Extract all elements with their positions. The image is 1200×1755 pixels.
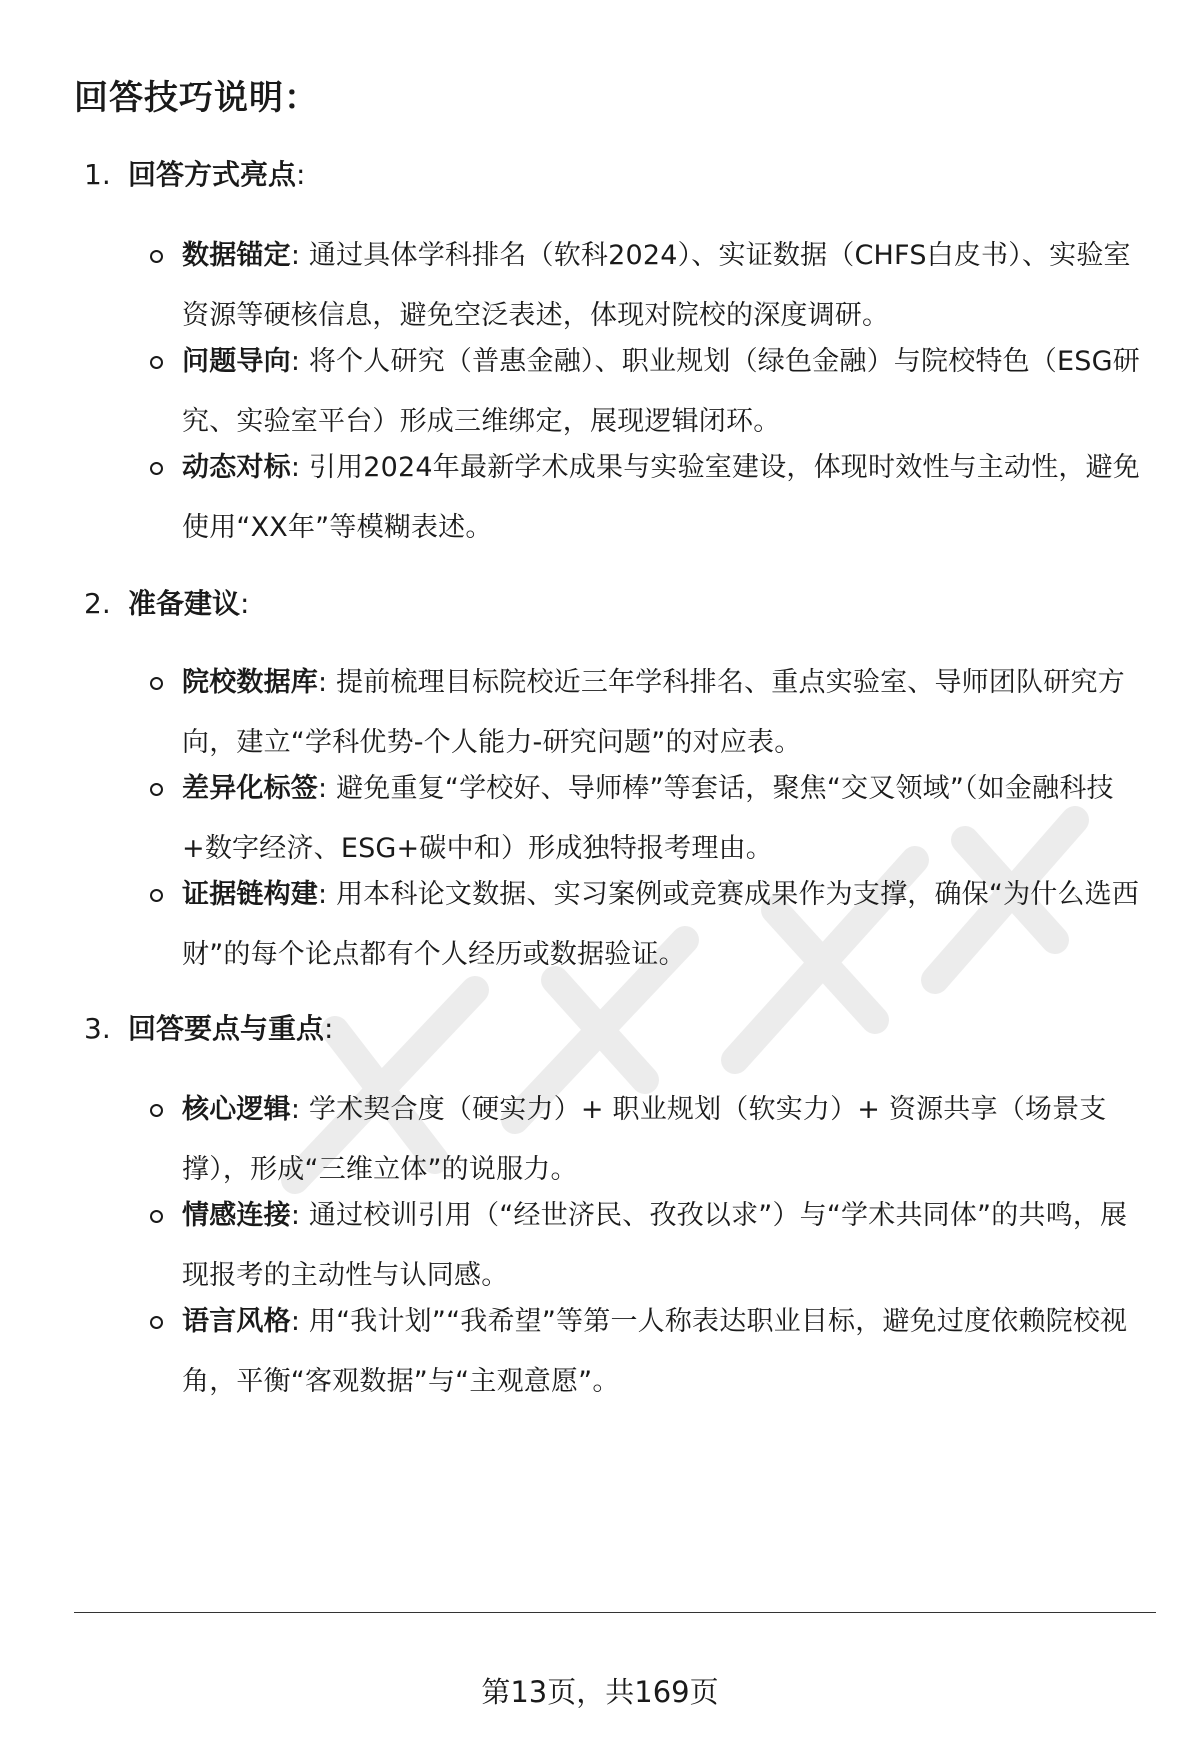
- item-body: 引用2024年最新学术成果与实验室建设，体现时效性与主动性，避免使用“XX年”等模糊表述。: [182, 452, 1141, 543]
- item-body: 用本科论文数据、实习案例或竞赛成果作为支撑，确保“为什么选西财”的每个论点都有个人经历或数据验证。: [182, 879, 1140, 970]
- list-item-text: [182, 1292, 1142, 1412]
- list-item-text: [182, 759, 1142, 879]
- section-title-text: 回答要点与重点: [128, 1012, 325, 1045]
- bullet-icon: [150, 783, 163, 796]
- item-label: 语言风格: [182, 1306, 291, 1337]
- item-label: 动态对标: [182, 452, 291, 483]
- bullet-icon: [150, 889, 163, 902]
- item-body: 提前梳理目标院校近三年学科排名、重点实验室、导师团队研究方向，建立“学科优势-个人能力-研究问题”的对应表。: [182, 667, 1125, 758]
- bullet-icon: [150, 1210, 163, 1223]
- item-body: 学术契合度（硬实力）+ 职业规划（软实力）+ 资源共享（场景支撑），形成“三维立体”的说服力。: [182, 1094, 1107, 1185]
- section-title-colon: :: [296, 158, 306, 191]
- item-body: 将个人研究（普惠金融）、职业规划（绿色金融）与院校特色（ESG研究、实验室平台）形成三维绑定，展现逻辑闭环。: [182, 346, 1140, 437]
- item-colon: :: [318, 773, 328, 804]
- item-colon: :: [290, 346, 301, 377]
- item-body: 避免重复“学校好、导师棒”等套话，聚焦“交叉领域”（如金融科技+数字经济、ESG+碳中和）形成独特报考理由。: [182, 773, 1114, 864]
- item-label: 核心逻辑: [182, 1094, 291, 1125]
- item-colon: :: [290, 1306, 301, 1337]
- section-title-text: 准备建议: [128, 587, 241, 620]
- bullet-icon: [150, 1316, 163, 1329]
- footer-divider: [74, 1612, 1156, 1613]
- section-number: 1.: [84, 158, 111, 191]
- page-number: 第13页，共169页: [481, 1675, 719, 1709]
- list-item-text: [182, 1080, 1142, 1200]
- item-label: 证据链构建: [182, 879, 318, 910]
- item-colon: :: [290, 452, 301, 483]
- section-title: [84, 1009, 333, 1049]
- bullet-icon: [150, 1104, 163, 1117]
- section-title: [84, 584, 249, 624]
- page-heading: 回答技巧说明：: [74, 78, 319, 118]
- section-title-colon: :: [324, 1012, 334, 1045]
- item-label: 数据锚定: [182, 240, 291, 271]
- section-title-text: 回答方式亮点: [128, 158, 297, 191]
- list-item-text: [182, 1186, 1142, 1306]
- item-body: 通过具体学科排名（软科2024）、实证数据（CHFS白皮书）、实验室资源等硬核信息，避免空泛表述，体现对院校的深度调研。: [182, 240, 1131, 331]
- bullet-icon: [150, 462, 163, 475]
- item-label: 院校数据库: [182, 667, 318, 698]
- item-label: 情感连接: [182, 1200, 291, 1231]
- item-body: 用“我计划”“我希望”等第一人称表达职业目标，避免过度依赖院校视角，平衡“客观数据”与“主观意愿”。: [182, 1306, 1128, 1397]
- item-colon: :: [318, 879, 328, 910]
- section-title: [84, 155, 305, 195]
- list-item-text: [182, 332, 1142, 452]
- section-number: 3.: [84, 1012, 111, 1045]
- section-number: 2.: [84, 587, 111, 620]
- item-label: 问题导向: [182, 346, 291, 377]
- item-colon: :: [290, 240, 301, 271]
- item-label: 差异化标签: [182, 773, 318, 804]
- item-colon: :: [318, 667, 328, 698]
- item-body: 通过校训引用（“经世济民、孜孜以求”）与“学术共同体”的共鸣，展现报考的主动性与认同感。: [182, 1200, 1128, 1291]
- bullet-icon: [150, 356, 163, 369]
- list-item-text: [182, 438, 1142, 558]
- item-colon: :: [290, 1200, 301, 1231]
- bullet-icon: [150, 677, 163, 690]
- item-colon: :: [290, 1094, 301, 1125]
- bullet-icon: [150, 250, 163, 263]
- list-item-text: [182, 865, 1142, 985]
- section-title-colon: :: [240, 587, 250, 620]
- list-item-text: [182, 226, 1142, 346]
- list-item-text: [182, 653, 1142, 773]
